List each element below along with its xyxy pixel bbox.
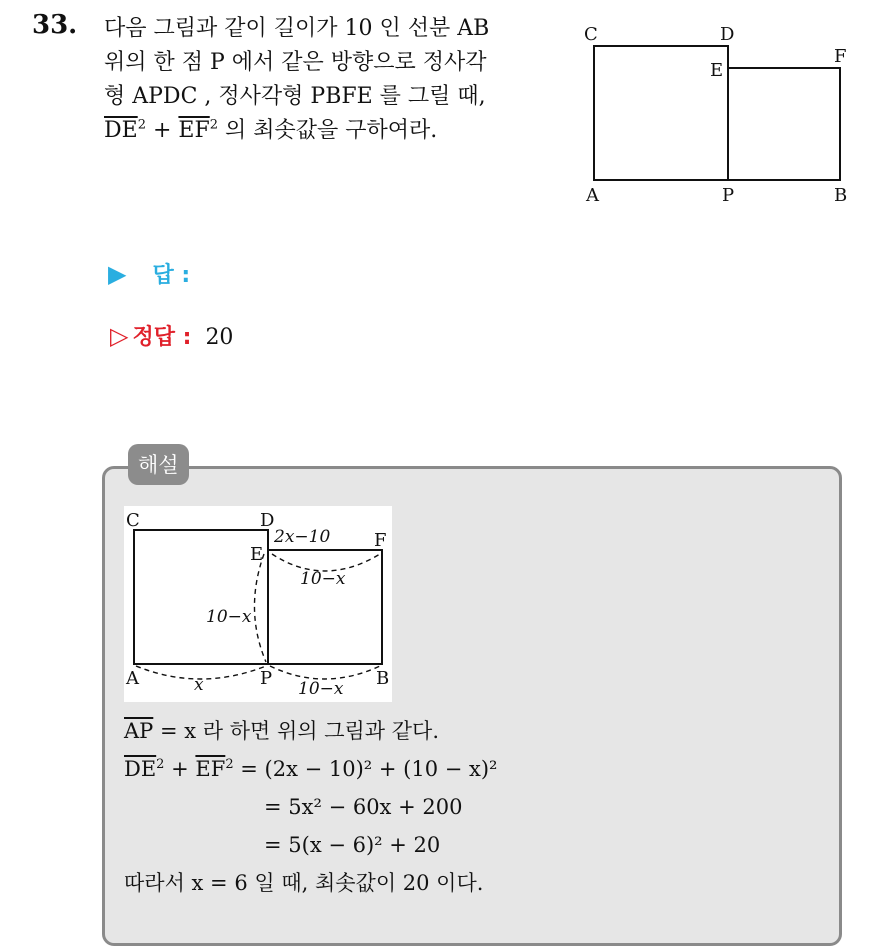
- segment-ef: $\overline{EF}$: [178, 118, 210, 143]
- answer-label: 답 :: [152, 263, 191, 288]
- solution-label-c: C: [126, 510, 140, 531]
- label-p: P: [722, 185, 735, 206]
- solution-label-a: A: [126, 668, 139, 689]
- label-c: C: [584, 24, 598, 45]
- question-number: 33.: [32, 10, 78, 40]
- question-line-4-suffix: 의 최솟값을 구하여라.: [218, 118, 438, 143]
- solution-label-p: P: [260, 668, 273, 689]
- segment-label-ef: 10−x: [300, 569, 346, 589]
- square-apdc: [594, 46, 728, 180]
- question-line-4: $\overline{DE}^2 + \overline{EF}^2$ 의 최솟값을 구하여라.: [104, 117, 438, 143]
- question-text: [104, 12, 564, 148]
- equation-3-text: = 5(x − 6)² + 20: [264, 833, 441, 857]
- solution-label-f: F: [374, 530, 387, 551]
- segment-label-de: 2x−10: [274, 527, 331, 547]
- label-a: A: [586, 185, 599, 206]
- play-triangle-icon: ▶: [108, 260, 127, 288]
- correct-answer-value: 20: [205, 325, 234, 350]
- solution-label-e: E: [250, 544, 264, 565]
- segment-label-ep: 10−x: [206, 607, 252, 627]
- solution-label-b: B: [376, 668, 390, 689]
- answer-row: [108, 258, 190, 289]
- segment-label-pb: 10−x: [298, 679, 344, 699]
- equation-1-rhs: = (2x − 10)² + (10 − x)²: [233, 757, 498, 781]
- equation-de: $\overline{DE}$: [124, 757, 157, 781]
- equation-2: [124, 788, 497, 826]
- solution-label-d: D: [260, 510, 275, 531]
- label-f: F: [834, 46, 847, 67]
- solution-conclusion: 따라서 x = 6 일 때, 최솟값이 20 이다.: [124, 871, 484, 895]
- segment-ap: $\overline{AP}$: [124, 719, 154, 743]
- equation-3: [124, 826, 497, 864]
- equation-2-text: = 5x² − 60x + 200: [264, 795, 463, 819]
- label-b: B: [834, 185, 848, 206]
- label-e: E: [710, 60, 724, 81]
- solution-line-1: [124, 712, 497, 750]
- correct-answer-label: 정답 :: [132, 325, 192, 350]
- segment-label-ap: x: [194, 675, 204, 695]
- solution-figure: [124, 506, 392, 702]
- label-d: D: [720, 24, 735, 45]
- solution-tab: 해설: [128, 444, 189, 485]
- outline-triangle-icon: ▷: [110, 322, 129, 350]
- question-line-2: 위의 한 점 P 에서 같은 방향으로 정사각: [104, 50, 487, 75]
- equation-ef: $\overline{EF}$: [195, 757, 226, 781]
- segment-de: $\overline{DE}$: [104, 118, 138, 143]
- correct-answer-row: [110, 320, 233, 351]
- problem-figure: [578, 20, 858, 210]
- equation-1: $\overline{DE}^2 + \overline{EF}^2 = (2x - 10)^2 + (10 - x)^2$: [124, 757, 498, 781]
- square-pbfe: [728, 68, 840, 180]
- solution-text: [124, 712, 497, 902]
- solution-line-1-rest: = x 라 하면 위의 그림과 같다.: [153, 719, 439, 743]
- question-line-3: 형 APDC , 정사각형 PBFE 를 그릴 때,: [104, 84, 486, 109]
- question-line-1: 다음 그림과 같이 길이가 10 인 선분 AB: [104, 16, 490, 41]
